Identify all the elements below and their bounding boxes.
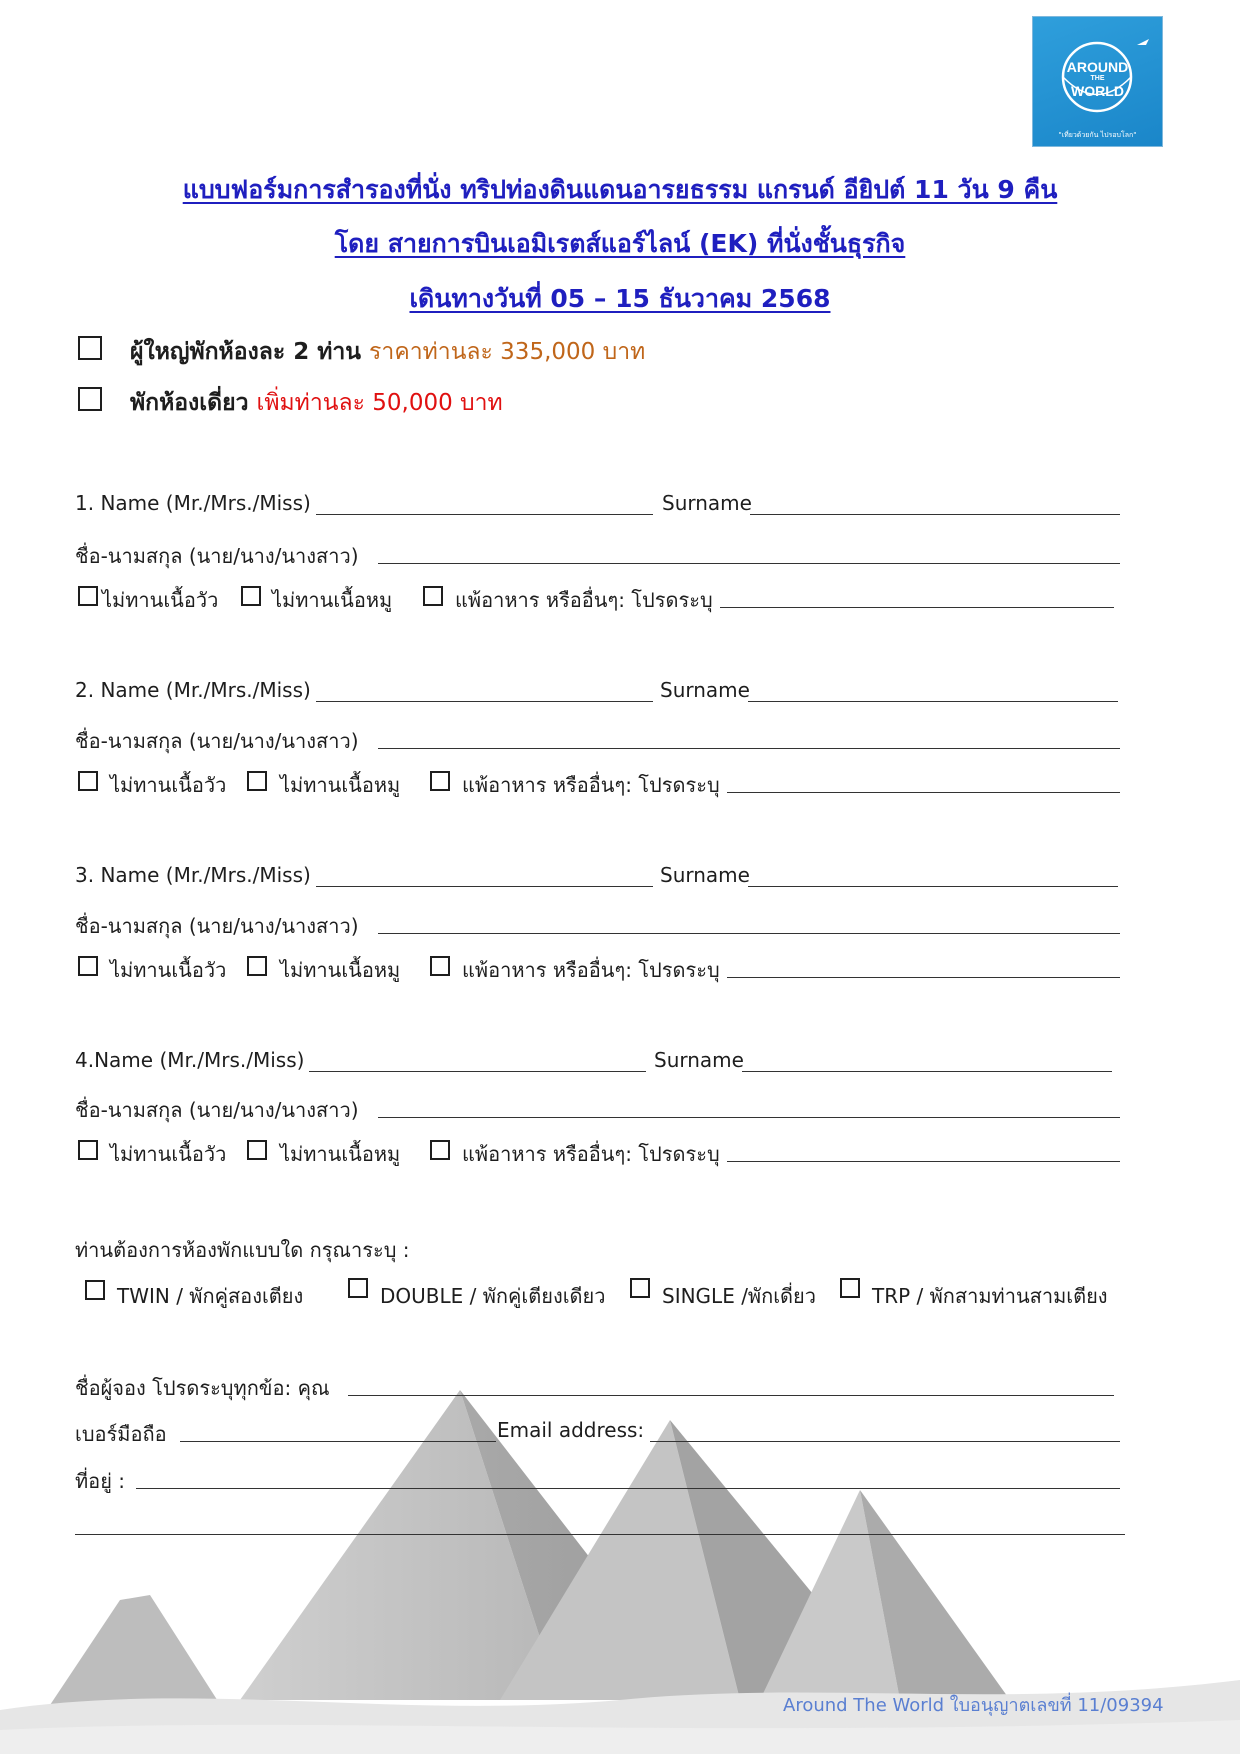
traveler-3-surname-label: Surname	[660, 863, 750, 887]
traveler-2-no-pork-label: ไม่ทานเนื้อหมู	[280, 773, 401, 797]
traveler-4-allergy-label: แพ้อาหาร หรืออื่นๆ: โปรดระบุ	[462, 1142, 720, 1166]
traveler-3-no-beef-checkbox[interactable]	[78, 956, 98, 976]
option-twin-sharing	[130, 334, 645, 370]
traveler-4-no-beef-checkbox[interactable]	[78, 1140, 98, 1160]
traveler-3-name-field[interactable]	[316, 886, 653, 887]
traveler-2-name-label: 2. Name (Mr./Mrs./Miss)	[75, 678, 311, 702]
traveler-2-name-field[interactable]	[316, 701, 653, 702]
traveler-3-no-pork-label: ไม่ทานเนื้อหมู	[280, 958, 401, 982]
option-twin-sharing-checkbox[interactable]	[78, 336, 102, 360]
traveler-1-no-beef-label: ไม่ทานเนื้อวัว	[102, 588, 219, 612]
traveler-3-allergy-field[interactable]	[727, 977, 1120, 978]
traveler-4-allergy-checkbox[interactable]	[430, 1140, 450, 1160]
traveler-3-allergy-label: แพ้อาหาร หรืออื่นๆ: โปรดระบุ	[462, 958, 720, 982]
license-footer: Around The World ใบอนุญาตเลขที่ 11/09394	[783, 1695, 1164, 1716]
traveler-2-no-beef-label: ไม่ทานเนื้อวัว	[110, 773, 227, 797]
traveler-3-no-pork-checkbox[interactable]	[247, 956, 267, 976]
traveler-4-thai-name-label: ชื่อ-นามสกุล (นาย/นาง/นางสาว)	[75, 1098, 359, 1122]
address-label: ที่อยู่ :	[75, 1469, 126, 1493]
traveler-4-name-field[interactable]	[309, 1071, 646, 1072]
traveler-3-thai-name-field[interactable]	[378, 933, 1120, 934]
traveler-2-thai-name-field[interactable]	[378, 748, 1120, 749]
traveler-2-surname-field[interactable]	[748, 701, 1118, 702]
traveler-3-allergy-checkbox[interactable]	[430, 956, 450, 976]
option-single-room	[130, 385, 503, 421]
logo-tagline: "เที่ยวด้วยกัน ไปรอบโลก"	[1058, 131, 1137, 139]
traveler-4-allergy-field[interactable]	[727, 1161, 1120, 1162]
traveler-4-name-label: 4.Name (Mr./Mrs./Miss)	[75, 1048, 305, 1072]
room-twin-checkbox[interactable]	[85, 1280, 105, 1300]
traveler-4-no-pork-checkbox[interactable]	[247, 1140, 267, 1160]
traveler-4-no-beef-label: ไม่ทานเนื้อวัว	[110, 1142, 227, 1166]
traveler-1-thai-name-field[interactable]	[378, 563, 1120, 564]
traveler-4-surname-field[interactable]	[742, 1071, 1112, 1072]
traveler-3-surname-field[interactable]	[748, 886, 1118, 887]
traveler-1-surname-field[interactable]	[750, 514, 1120, 515]
option-twin-sharing-price: ราคาท่านละ 335,000 บาท	[369, 339, 646, 365]
traveler-2-allergy-label: แพ้อาหาร หรืออื่นๆ: โปรดระบุ	[462, 773, 720, 797]
logo-text-around: AROUND	[1066, 59, 1129, 75]
room-triple-label: TRP / พักสามท่านสามเตียง	[872, 1284, 1108, 1308]
email-label: Email address:	[497, 1418, 645, 1442]
traveler-1-allergy-field[interactable]	[720, 607, 1114, 608]
booker-name-label: ชื่อผู้จอง โปรดระบุทุกข้อ: คุณ	[75, 1376, 330, 1400]
traveler-2-no-pork-checkbox[interactable]	[247, 771, 267, 791]
address-field[interactable]	[136, 1488, 1120, 1489]
traveler-2-allergy-checkbox[interactable]	[430, 771, 450, 791]
traveler-1-no-pork-label: ไม่ทานเนื้อหมู	[272, 588, 393, 612]
traveler-1-surname-label: Surname	[662, 491, 752, 515]
travel-date-subtitle: เดินทางวันที่ 05 – 15 ธันวาคม 2568	[409, 284, 831, 313]
option-single-room-price: เพิ่มท่านละ 50,000 บาท	[256, 390, 503, 416]
phone-label: เบอร์มือถือ	[75, 1422, 167, 1446]
traveler-2-surname-label: Surname	[660, 678, 750, 702]
room-twin-label: TWIN / พักคู่สองเตียง	[117, 1284, 304, 1308]
option-twin-sharing-label: ผู้ใหญ่พักห้องละ 2 ท่าน	[130, 339, 362, 365]
phone-field[interactable]	[180, 1441, 496, 1442]
traveler-1-name-field[interactable]	[316, 514, 653, 515]
around-the-world-logo	[1032, 16, 1163, 147]
option-single-room-checkbox[interactable]	[78, 387, 102, 411]
room-triple-checkbox[interactable]	[840, 1278, 860, 1298]
traveler-2-thai-name-label: ชื่อ-นามสกุล (นาย/นาง/นางสาว)	[75, 729, 359, 753]
room-double-checkbox[interactable]	[348, 1278, 368, 1298]
option-single-room-label: พักห้องเดี่ยว	[130, 390, 249, 416]
traveler-1-no-beef-checkbox[interactable]	[78, 586, 98, 606]
traveler-3-no-beef-label: ไม่ทานเนื้อวัว	[110, 958, 227, 982]
logo-text-the: THE	[1090, 75, 1105, 82]
room-single-label: SINGLE /พักเดี่ยว	[662, 1284, 816, 1308]
email-field[interactable]	[650, 1441, 1120, 1442]
room-single-checkbox[interactable]	[630, 1278, 650, 1298]
traveler-4-surname-label: Surname	[654, 1048, 744, 1072]
traveler-2-no-beef-checkbox[interactable]	[78, 771, 98, 791]
form-title: แบบฟอร์มการสำรองที่นั่ง ทริปท่องดินแดนอารยธรรม แกรนด์ อียิปต์ 11 วัน 9 คืน	[182, 175, 1058, 204]
traveler-3-thai-name-label: ชื่อ-นามสกุล (นาย/นาง/นางสาว)	[75, 914, 359, 938]
traveler-1-name-label: 1. Name (Mr./Mrs./Miss)	[75, 491, 311, 515]
traveler-1-no-pork-checkbox[interactable]	[241, 586, 261, 606]
traveler-1-allergy-checkbox[interactable]	[423, 586, 443, 606]
traveler-1-thai-name-label: ชื่อ-นามสกุล (นาย/นาง/นางสาว)	[75, 544, 359, 568]
airline-subtitle: โดย สายการบินเอมิเรตส์แอร์ไลน์ (EK) ที่นั่งชั้นธุรกิจ	[334, 229, 906, 258]
room-double-label: DOUBLE / พักคู่เตียงเดียว	[380, 1284, 606, 1308]
traveler-4-thai-name-field[interactable]	[378, 1117, 1120, 1118]
booker-name-field[interactable]	[348, 1395, 1114, 1396]
address-field-line-2[interactable]	[75, 1534, 1125, 1535]
traveler-1-allergy-label: แพ้อาหาร หรืออื่นๆ: โปรดระบุ	[455, 588, 713, 612]
traveler-4-no-pork-label: ไม่ทานเนื้อหมู	[280, 1142, 401, 1166]
traveler-3-name-label: 3. Name (Mr./Mrs./Miss)	[75, 863, 311, 887]
traveler-2-allergy-field[interactable]	[727, 792, 1120, 793]
room-type-question: ท่านต้องการห้องพักแบบใด กรุณาระบุ :	[75, 1238, 410, 1262]
logo-text-world: WORLD	[1071, 83, 1124, 99]
